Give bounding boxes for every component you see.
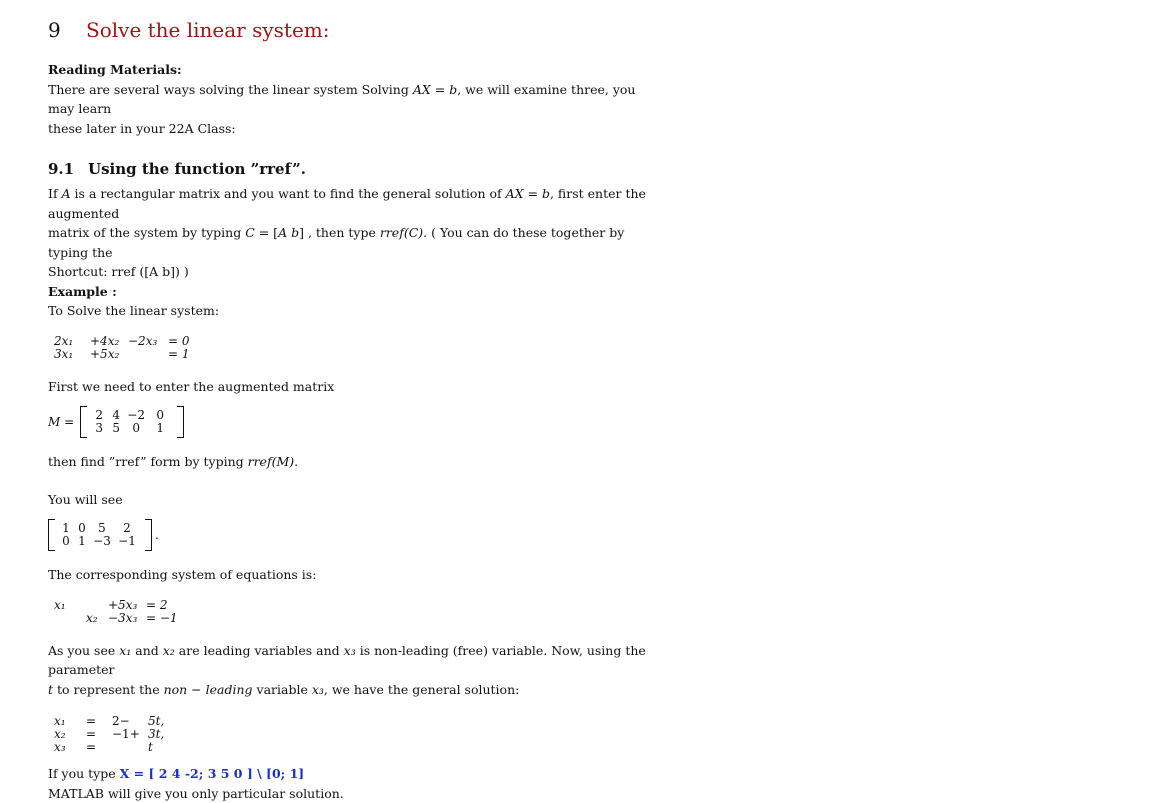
matrix-entry: −3	[93, 534, 111, 548]
matrix-entry: 3	[95, 421, 103, 435]
sol-term: 3t,	[148, 727, 165, 741]
sol-term: x₃	[54, 740, 66, 754]
reduced-system	[54, 599, 658, 625]
linear-system	[54, 335, 658, 361]
leading-paragraph: As you see x₁ and x₂ are leading variables and x₃ is non-leading (free) variable. Now, using the parameter t to represent the non − leading variable x₃, we have the general solution:	[48, 642, 646, 697]
sol-term: 5t,	[148, 714, 165, 728]
matrix-entry: 0	[62, 534, 70, 548]
matrix-entry: 2	[123, 521, 131, 535]
eq-term	[54, 612, 86, 625]
eq-term: +5x₃	[108, 597, 138, 612]
eq-term: 2x₁	[54, 333, 74, 348]
matlab-code: X = [ 2 4 -2; 3 5 0 ] \ [0; 1]	[119, 766, 305, 781]
sol-term	[112, 741, 148, 754]
intro-paragraph: If A is a rectangular matrix and you want to find the general solution of AX = b, first enter the augmented matrix of the system by typing C = [A b] , then type rref(C). ( You can do these together by typing the Shortcut: rref ([A b]) )	[48, 186, 646, 279]
eq-term: +5x₂	[90, 346, 120, 361]
matrix-m	[48, 406, 658, 438]
eq-term: = 2	[146, 597, 168, 612]
sol-term: =	[86, 714, 97, 728]
sol-term: =	[86, 740, 97, 754]
augment-text: First we need to enter the augmented matrix	[48, 378, 335, 394]
matrix-entry: −1	[118, 534, 136, 548]
sol-term: 2−	[112, 714, 130, 728]
matrix-m-label: M =	[48, 415, 75, 429]
matrix-rref	[48, 519, 658, 551]
left-bracket	[80, 406, 87, 438]
matrix-entry: 1	[78, 534, 86, 548]
matrix-entry: 5	[98, 521, 106, 535]
see-text: You will see	[48, 491, 123, 507]
eq-term	[128, 348, 168, 361]
matrix-entry: 4	[112, 408, 120, 422]
sol-term: =	[86, 727, 97, 741]
matrix-rref-entries	[55, 520, 145, 550]
eq-term: x₂	[86, 610, 98, 625]
section-number: 9	[48, 18, 61, 42]
general-solution	[54, 715, 658, 754]
section-heading	[48, 18, 658, 42]
document-page	[48, 14, 658, 803]
section-title: Solve the linear system:	[86, 18, 330, 42]
matrix-m-entries	[87, 407, 177, 437]
eq-term: +4x₂	[90, 333, 120, 348]
eq-term: = 0	[168, 333, 190, 348]
matrix-entry: 1	[62, 521, 70, 535]
sol-term: x₂	[54, 727, 66, 741]
eq-term: −3x₃	[108, 610, 138, 625]
matrix-entry: −2	[127, 408, 145, 422]
subsection-title: Using the function ”rref”.	[88, 160, 306, 178]
matrix-suffix: .	[155, 528, 159, 542]
sol-term: x₁	[54, 714, 66, 728]
matrix-entry: 2	[95, 408, 103, 422]
example-heading: Example :	[48, 283, 117, 299]
eq-term: x₁	[54, 597, 66, 612]
right-bracket	[177, 406, 184, 438]
corresponding-text: The corresponding system of equations is:	[48, 567, 317, 582]
reading-heading: Reading Materials:	[48, 62, 182, 77]
eq-term: −2x₃	[128, 333, 158, 348]
matrix-entry: 1	[156, 421, 164, 435]
matrix-entry: 0	[132, 421, 140, 435]
matrix-entry: 0	[156, 408, 164, 422]
eq-term: 3x₁	[54, 346, 74, 361]
eq-term: = 1	[168, 346, 190, 361]
reading-paragraph: There are several ways solving the linear system Solving AX = b, we will examine three, you may learn these later in your 22A Class:	[48, 81, 636, 136]
eq-term: = −1	[146, 610, 178, 625]
sol-term: −1+	[112, 727, 140, 741]
matlab-paragraph: If you type X = [ 2 4 -2; 3 5 0 ] \ [0; 1] MATLAB will give you only particular solution.	[48, 766, 344, 801]
matrix-entry: 5	[112, 421, 120, 435]
right-bracket	[145, 519, 152, 551]
eq-term	[86, 599, 108, 612]
sol-term: t	[148, 740, 153, 754]
subsection-number: 9.1	[48, 160, 75, 178]
reading-materials	[48, 60, 658, 138]
rref-text: then find ”rref” form by typing rref(M).	[48, 454, 299, 469]
matrix-entry: 0	[78, 521, 86, 535]
subsection-heading	[48, 160, 658, 178]
left-bracket	[48, 519, 55, 551]
example-text: To Solve the linear system:	[48, 303, 220, 318]
